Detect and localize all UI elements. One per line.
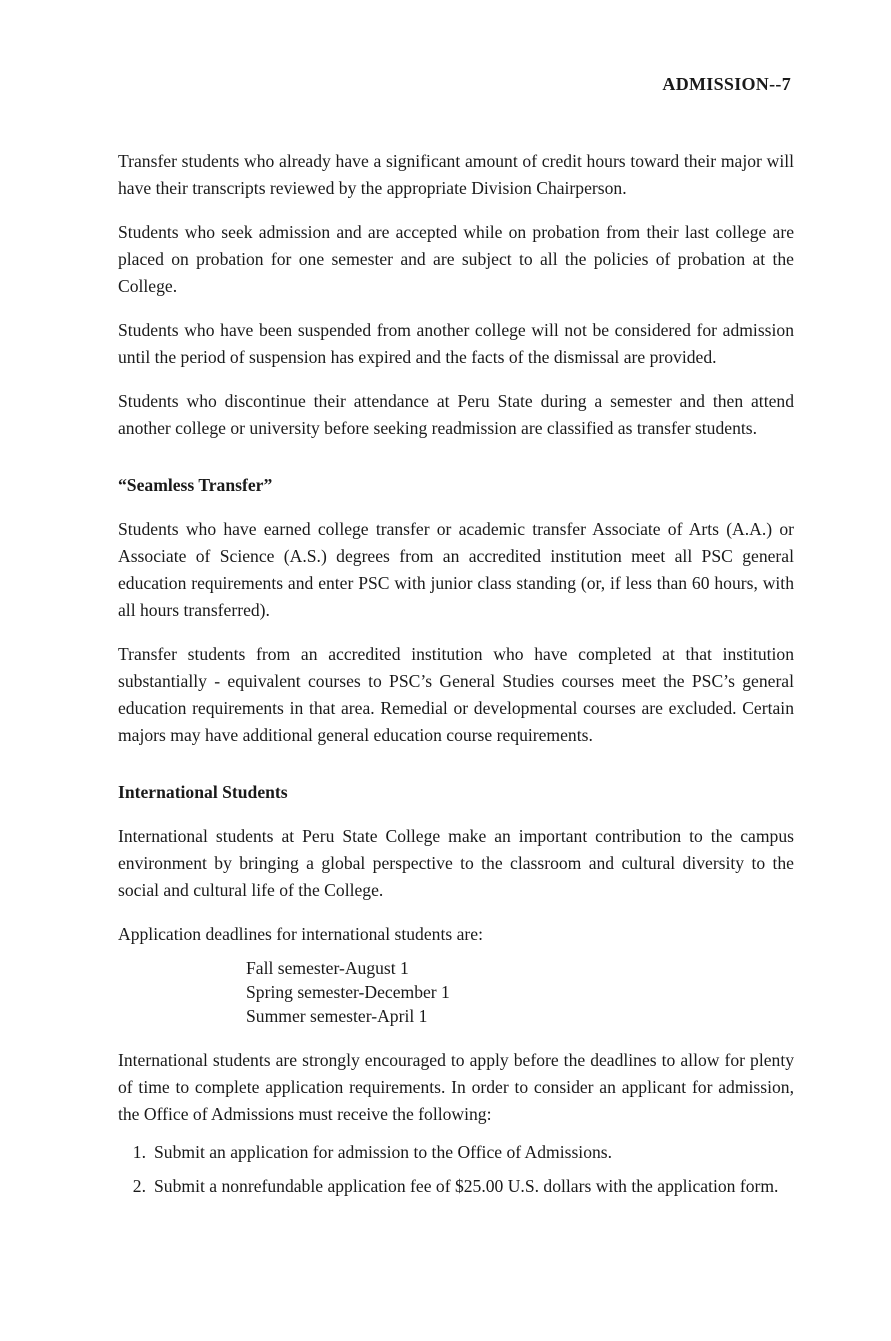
- requirement-item: [118, 1173, 794, 1200]
- running-head: ADMISSION--7: [662, 74, 791, 94]
- paragraph-deadlines-intro: Application deadlines for international students are:: [118, 924, 483, 944]
- requirement-text: Submit a nonrefundable application fee of $25.00 U.S. dollars with the application form.: [154, 1176, 779, 1196]
- paragraph-associate-degrees: Students who have earned college transfer or academic transfer Associate of Arts (A.A.) or Associate of Science (A.S.) degrees from an accredited institution meet all PSC general education requirements and enter PSC with junior class standing (or, if less than 60 hours, with all hours transferred).: [118, 519, 794, 620]
- paragraph-transcript-review: Transfer students who already have a significant amount of credit hours toward their major will have their transcripts reviewed by the appropriate Division Chairperson.: [118, 151, 794, 198]
- paragraph-probation: Students who seek admission and are accepted while on probation from their last college are placed on probation for one semester and are subject to all the policies of probation at the College.: [118, 222, 794, 296]
- paragraph-encourage-apply: International students are strongly encouraged to apply before the deadlines to allow for plenty of time to complete application requirements. In order to consider an applicant for admission, the Office of Admissions must receive the following:: [118, 1050, 794, 1124]
- paragraph-readmission: Students who discontinue their attendance at Peru State during a semester and then attend another college or university before seeking readmission are classified as transfer students.: [118, 391, 794, 438]
- requirement-item: [118, 1139, 794, 1166]
- requirement-text: Submit an application for admission to the Office of Admissions.: [154, 1142, 613, 1162]
- paragraph-equivalent-courses: Transfer students from an accredited institution who have completed at that institution substantially - equivalent courses to PSC’s General Studies courses meet the PSC’s general education requirements in that area. Remedial or developmental courses are excluded. Certain majors may have additional general education course requirements.: [118, 644, 794, 745]
- requirements-list: [118, 1139, 794, 1200]
- paragraph-international-intro: International students at Peru State College make an important contribution to the campus environment by bringing a global perspective to the classroom and cultural diversity to the social and cultural life of the College.: [118, 826, 794, 900]
- heading-international-students: International Students: [118, 782, 288, 802]
- deadline-fall: Fall semester-August 1: [246, 958, 409, 978]
- paragraph-suspension: Students who have been suspended from another college will not be considered for admission until the period of suspension has expired and the facts of the dismissal are provided.: [118, 320, 794, 367]
- deadline-spring: Spring semester-December 1: [246, 982, 450, 1002]
- requirement-number: 1.: [132, 1142, 146, 1162]
- body-text: [118, 148, 794, 1207]
- requirement-number: 2.: [132, 1176, 146, 1196]
- heading-seamless-transfer: “Seamless Transfer”: [118, 475, 273, 495]
- deadlines-list: [246, 956, 794, 1028]
- deadline-summer: Summer semester-April 1: [246, 1006, 428, 1026]
